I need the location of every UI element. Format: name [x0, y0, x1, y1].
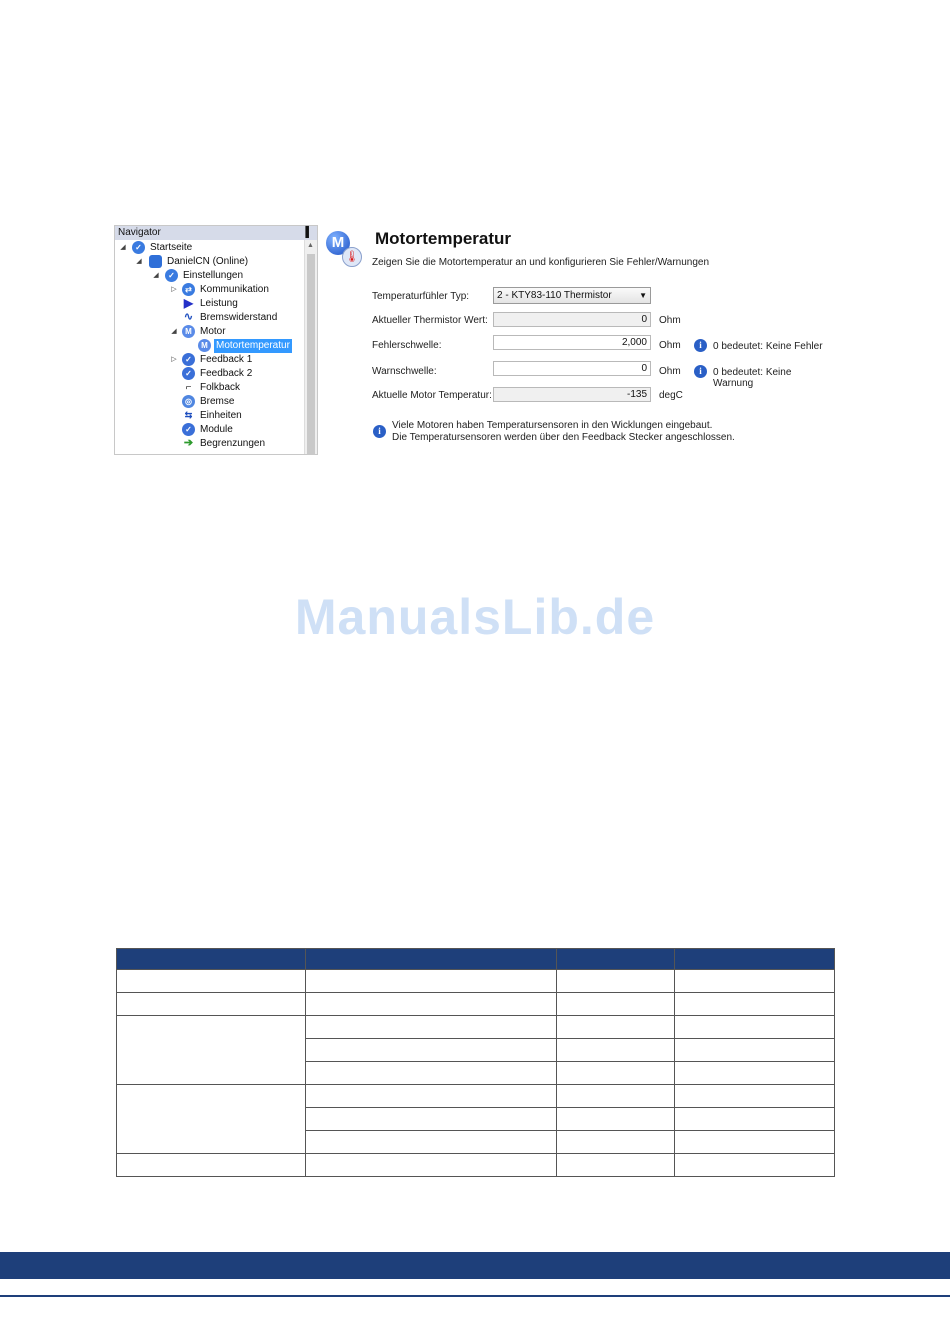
- navigator-scrollbar[interactable]: [304, 240, 317, 454]
- info-icon: i: [373, 425, 386, 438]
- tree-item-begrenzungen[interactable]: [115, 437, 305, 451]
- pin-icon[interactable]: ▐: [301, 227, 309, 238]
- error-threshold-input[interactable]: 2,000: [493, 335, 651, 350]
- network-icon: ⇄: [182, 283, 195, 296]
- info-icon: i: [694, 339, 707, 352]
- thermometer-icon: 🌡: [342, 247, 362, 267]
- table-row: [117, 1154, 835, 1177]
- tree-item-module[interactable]: [115, 423, 305, 437]
- tree-item-label: Kommunikation: [200, 284, 269, 295]
- feedback-icon: ✓: [182, 353, 195, 366]
- tree-item-label: Bremswiderstand: [200, 312, 278, 323]
- tree-item-label: Folkback: [200, 382, 241, 393]
- tree-item-motor[interactable]: [115, 325, 305, 339]
- navigator-title: Navigator: [118, 227, 161, 238]
- thermistor-value-field: 0: [493, 312, 651, 327]
- drive-icon: [149, 255, 162, 268]
- tree-item-einstellungen[interactable]: [115, 269, 305, 283]
- shield-icon: ✓: [165, 269, 178, 282]
- thermistor-unit: Ohm: [659, 315, 681, 326]
- warning-threshold-hint: 0 bedeutet: Keine Warnung: [713, 367, 792, 389]
- tree-item-leistung[interactable]: [115, 297, 305, 311]
- tree-item-feedback-2[interactable]: [115, 367, 305, 381]
- tree-item-kommunikation[interactable]: [115, 283, 305, 297]
- table-header-row: [117, 949, 835, 970]
- tree-item-device[interactable]: [115, 255, 305, 269]
- motor-temperature-panel: [322, 225, 834, 455]
- sensor-note-line-1: Viele Motoren haben Temperatursensoren in den Wicklungen eingebaut.: [392, 420, 713, 431]
- warning-threshold-unit: Ohm: [659, 366, 681, 377]
- sensor-type-label: Temperaturfühler Typ:: [372, 291, 470, 302]
- table-header-cell: [675, 949, 835, 970]
- cam-curve-icon: ⌐: [185, 382, 192, 393]
- tree-item-label: Begrenzungen: [200, 438, 266, 449]
- navigator-panel: [114, 225, 318, 455]
- watermark: ManualsLib.de: [294, 589, 656, 645]
- table-header-cell: [306, 949, 557, 970]
- footer-bar: [0, 1252, 950, 1279]
- tree-item-label: Startseite: [150, 242, 193, 253]
- tree-item-einheiten[interactable]: [115, 409, 305, 423]
- table-header-cell: [557, 949, 675, 970]
- limits-arrow-icon: ➔: [183, 437, 194, 449]
- motor-temperature-field: -135: [493, 387, 651, 402]
- tree-item-bremse[interactable]: [115, 395, 305, 409]
- error-threshold-unit: Ohm: [659, 340, 681, 351]
- motor-temperature-label: Aktuelle Motor Temperatur:: [372, 390, 492, 401]
- sensor-type-select[interactable]: [493, 287, 651, 304]
- motor-temperature-unit: degC: [659, 390, 683, 401]
- sensor-note-line-2: Die Temperatursensoren werden über den Feedback Stecker angeschlossen.: [392, 432, 735, 443]
- warning-threshold-input[interactable]: 0: [493, 361, 651, 376]
- table-row: [117, 1016, 835, 1039]
- tree-item-label: Bremse: [200, 396, 235, 407]
- tree-item-motortemperatur[interactable]: [115, 339, 305, 353]
- brake-icon: ◎: [182, 395, 195, 408]
- motor-icon: M: [182, 325, 195, 338]
- thermistor-value-label: Aktueller Thermistor Wert:: [372, 315, 488, 326]
- info-icon: i: [694, 365, 707, 378]
- shield-icon: ✓: [132, 241, 145, 254]
- tree-item-label: Einheiten: [200, 410, 242, 421]
- sensor-type-value: 2 - KTY83-110 Thermistor: [497, 290, 612, 301]
- feedback-icon: ✓: [182, 367, 195, 380]
- play-icon: ▶: [183, 296, 194, 310]
- collapse-triangle-icon[interactable]: ▷: [171, 286, 177, 293]
- motor-temperature-icon: M: [198, 339, 211, 352]
- warning-threshold-label: Warnschwelle:: [372, 366, 437, 377]
- error-threshold-label: Fehlerschwelle:: [372, 340, 442, 351]
- table-row: [117, 970, 835, 993]
- chevron-down-icon[interactable]: ▼: [639, 291, 647, 300]
- tree-item-label: Leistung: [200, 298, 238, 309]
- tree-item-folkback[interactable]: [115, 381, 305, 395]
- error-threshold-hint: 0 bedeutet: Keine Fehler: [713, 341, 823, 352]
- table-header-cell: [117, 949, 306, 970]
- table-row: [117, 993, 835, 1016]
- module-icon: ✓: [182, 423, 195, 436]
- tree-item-label: Einstellungen: [183, 270, 244, 281]
- tree-item-label: Feedback 1: [200, 354, 253, 365]
- parameter-table: [116, 948, 835, 1177]
- expand-triangle-icon[interactable]: ◢: [136, 258, 142, 265]
- scrollbar-thumb[interactable]: [307, 254, 315, 454]
- tree-item-label: DanielCN (Online): [167, 256, 249, 267]
- tree-item-label: Feedback 2: [200, 368, 253, 379]
- footer-divider: [0, 1295, 950, 1297]
- page-subtitle: Zeigen Sie die Motortemperatur an und konfigurieren Sie Fehler/Warnungen: [372, 257, 710, 268]
- wave-icon: ∿: [183, 311, 194, 323]
- collapse-triangle-icon[interactable]: ▷: [171, 356, 177, 363]
- page-title: Motortemperatur: [375, 229, 512, 248]
- tree-item-feedback-1[interactable]: [115, 353, 305, 367]
- tree-item-bremswiderstand[interactable]: [115, 311, 305, 325]
- software-screenshot: [114, 225, 834, 455]
- expand-triangle-icon[interactable]: ◢: [171, 328, 177, 335]
- expand-triangle-icon[interactable]: ◢: [120, 244, 126, 251]
- tree-item-startseite[interactable]: [115, 241, 305, 255]
- navigator-header: [115, 226, 317, 240]
- tree-item-label: Module: [200, 424, 233, 435]
- tree-item-label: Motor: [200, 326, 226, 337]
- scroll-up-icon[interactable]: ▲: [307, 242, 314, 249]
- expand-triangle-icon[interactable]: ◢: [153, 272, 159, 279]
- tree-item-label: Motortemperatur: [216, 340, 290, 351]
- table-row: [117, 1085, 835, 1108]
- motor-icon: M: [326, 231, 350, 255]
- units-icon: ⇆: [184, 410, 193, 420]
